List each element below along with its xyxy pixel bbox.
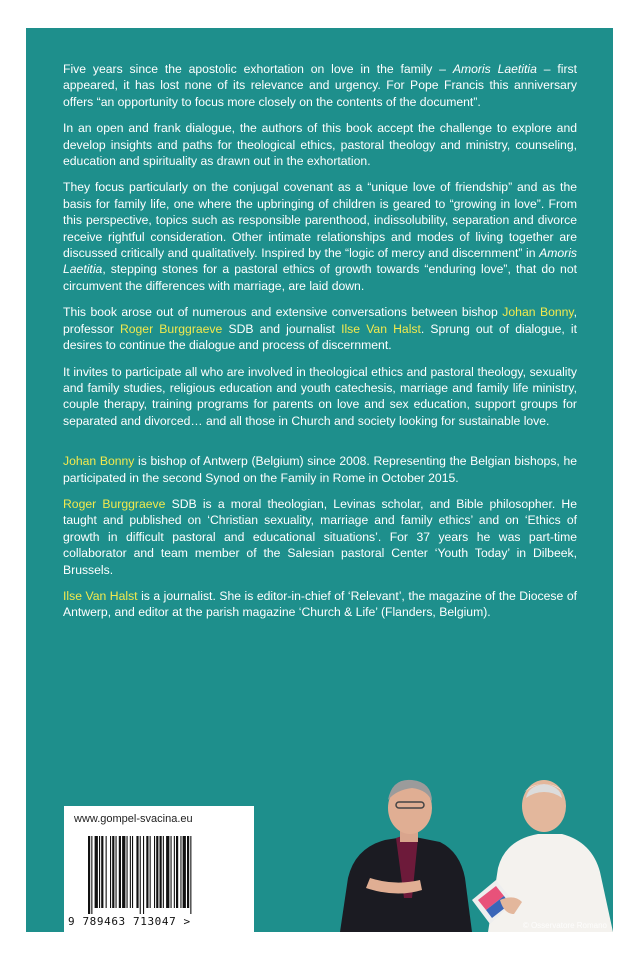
author-name-highlight: Ilse Van Halst xyxy=(341,321,421,336)
author-name: Roger Burggraeve xyxy=(63,496,166,511)
author-name-highlight: Johan Bonny xyxy=(502,305,574,320)
barcode-bar xyxy=(106,836,107,908)
barcode-bar xyxy=(180,836,181,908)
blurb-paragraph-1: Five years since the apostolic exhortation on love in the family – Amoris Laetitia – first appeared, it has lost none of its relevance and urgency. For Pope Francis this anniversary offers “an opportunity to focus more closely on the contents of the document”. xyxy=(63,62,578,109)
barcode-bar xyxy=(99,836,100,908)
barcode-bar xyxy=(183,836,186,908)
author-bio-van-halst: Ilse Van Halst is a journalist. She is editor-in-chief of ‘Relevant’, the magazine of the Diocese of Antwerp, and editor at the parish magazine ‘Church & Life’ (Flanders, Belgium). xyxy=(63,588,577,620)
author-name: Ilse Van Halst xyxy=(63,588,138,603)
barcode-bar xyxy=(156,836,158,908)
barcode-bar xyxy=(112,836,114,908)
barcode-bar xyxy=(154,836,155,908)
barcode-bar xyxy=(91,836,92,914)
author-name-highlight: Roger Burggraeve xyxy=(119,321,223,336)
blurb-paragraph-3: They focus particularly on the conjugal covenant as a “unique love of friendship” and as the basis for family life, one where the upbringing of children is geared to “growing in love”. From this perspective, topics such as responsible parenthood, indissolubility, separation and divorce receive rightful consideration. Other intimate relationships and modes of living together are discussed critically and qualitatively. Inspired by the “logic of mercy and discernment” in Amoris Laetitia, stepping stones for a pastoral ethics of growth towards “enduring love”, that do not circumvent the differences with marriage, are laid down. xyxy=(63,180,577,293)
barcode-bar xyxy=(150,836,151,908)
barcode-bar xyxy=(171,836,172,908)
barcode-bar xyxy=(88,836,90,914)
isbn-barcode xyxy=(86,836,236,914)
barcode-bar xyxy=(119,836,121,908)
barcode-bar xyxy=(190,836,191,914)
blurb-paragraph-5: It invites to participate all who are involved in theological ethics and pastoral theology, sexuality and family studies, religious education and youth catechesis, marriage and family life ministry, couple therapy, training programs for parents on love and sex education, support groups for separated and divorced… and all those in Church and society looking for sustainable love. xyxy=(63,364,577,428)
author-bio-burggraeve: Roger Burggraeve SDB is a moral theologian, Levinas scholar, and Bible philosopher. He taught and published on ‘Christian sexuality, marriage and family ethics’ and on ‘Ethics of growth in difficult pastoral and educational situations’. For 37 years he was part-time collaborator and team member of the Salesian pastoral Center ‘Youth Today’ in Dilbeek, Brussels. xyxy=(63,496,578,577)
barcode-bar xyxy=(146,836,148,908)
barcode-bar xyxy=(116,836,117,908)
blurb-text xyxy=(63,61,577,631)
barcode-bar xyxy=(163,836,164,908)
photo-illustration xyxy=(300,768,613,932)
barcode-bar xyxy=(122,836,125,908)
book-title-reference: Amoris Laetitia xyxy=(63,246,577,277)
barcode-bar xyxy=(95,836,98,908)
barcode-bar xyxy=(166,836,169,908)
blurb-paragraph-2: In an open and frank dialogue, the authors of this book accept the challenge to explore and develop insights and paths for theological ethics, pastoral theology and ministry, counseling, education and spirituality as drawn out in the exhortation. xyxy=(63,121,577,169)
barcode-bar xyxy=(143,836,144,914)
barcode-bar xyxy=(176,836,178,908)
barcode-bar xyxy=(101,836,103,908)
book-title-reference: Amoris Laetitia xyxy=(452,62,537,76)
barcode-panel xyxy=(64,806,254,932)
photo-credit: © Osservatore Romano xyxy=(522,921,607,930)
isbn-digits: 9 789463 713047 > xyxy=(68,915,191,928)
author-bio-bonny: Johan Bonny is bishop of Antwerp (Belgium) since 2008. Representing the Belgian bishops, he participated in the second Synod on the Family in Rome in October 2015. xyxy=(63,454,577,485)
barcode-bar xyxy=(132,836,133,908)
back-cover xyxy=(26,28,613,932)
barcode-bar xyxy=(110,836,111,908)
publisher-website: www.gompel-svacina.eu xyxy=(74,813,193,825)
barcode-bar xyxy=(136,836,138,908)
barcode-bar xyxy=(127,836,128,908)
barcode-bar xyxy=(187,836,189,908)
barcode-bar xyxy=(140,836,141,914)
blurb-paragraph-4: This book arose out of numerous and extensive conversations between bishop Johan Bonny, professor Roger Burggraeve SDB and journalist Ilse Van Halst. Sprung out of dialogue, it desires to continue the dialogue and process of discernment. xyxy=(63,305,578,353)
barcode-bar xyxy=(174,836,175,908)
barcode-bar xyxy=(160,836,162,908)
cover-photo xyxy=(300,768,613,932)
barcode-bar xyxy=(130,836,131,908)
author-name: Johan Bonny xyxy=(63,454,135,469)
